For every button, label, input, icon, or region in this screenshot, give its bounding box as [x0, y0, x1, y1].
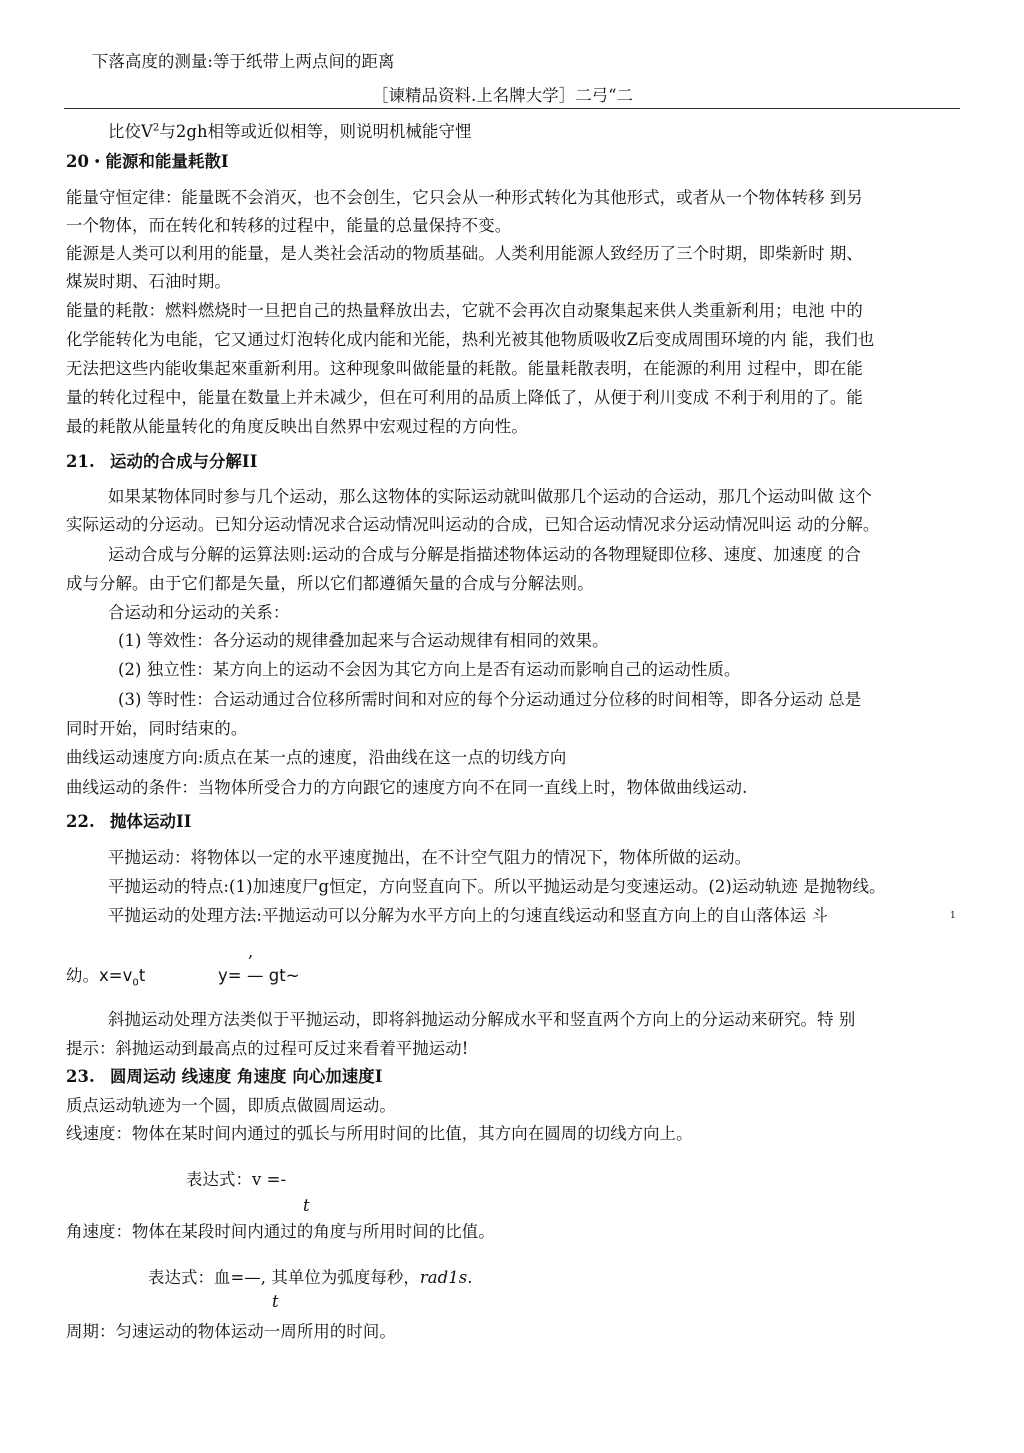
comparison-line — [108, 122, 472, 142]
formula-line — [66, 966, 145, 993]
list-item: (2) 独立性：某方向上的运动不会因为其它方向上是否有运动而影响自己的运动性质。 — [118, 660, 741, 679]
paragraph-line: 最的耗散从能量转化的角度反映出自然界中宏观过程的方向性。 — [66, 417, 528, 436]
formula-x: 幼。x=v — [66, 966, 133, 985]
paragraph-line: 曲线运动的条件：当物体所受合力的方向跟它的速度方向不在同一直线上时，物体做曲线运动. — [66, 778, 748, 797]
section-23-heading — [66, 1067, 383, 1087]
comparison-text-post: 与2gh相等或近似相等，则说明机械能守悝 — [159, 122, 472, 141]
paragraph-line: 周期：匀速运动的物体运动一周所用的时间。 — [66, 1322, 396, 1341]
paragraph-line: 线速度：物体在某时间内通过的弧长与所用时间的比值，其方向在圆周的切线方向上。 — [66, 1124, 693, 1143]
list-item-cont: 同时开始，同时结束的。 — [66, 719, 248, 738]
paragraph-line: 平抛运动：将物体以一定的水平速度抛出，在不计空气阻力的情况下，物体所做的运动。 — [108, 848, 752, 867]
paragraph-line: 成与分解。由于它们都是矢量，所以它们都遵循矢量的合成与分解法则。 — [66, 574, 594, 593]
paragraph-line: 运动合成与分解的运算法则:运动的合成与分解是指描述物体运动的各物理疑即位移、速度、加速度 的合 — [108, 545, 862, 564]
paragraph-line: 量的转化过程中，能量在数量上并未减少，但在可利用的品质上降低了，从便于利川变成 不利于利用的了。能 — [66, 388, 863, 407]
unit-text: rad1s. — [419, 1268, 473, 1287]
paragraph-line: 平抛运动的处理方法:平抛运动可以分解为水平方向上的匀速直线运动和竖直方向上的自山落体运 斗 — [108, 906, 829, 925]
section-23-title: 圆周运动 线速度 角速度 向心加速度I — [110, 1067, 383, 1086]
paragraph-line: 如果某物体同时参与几个运动，那么这物体的实际运动就叫做那几个运动的合运动，那几个运动叫做 这个 — [108, 487, 872, 506]
superscript-2: 2 — [152, 122, 160, 134]
formula-omega-text: 表达式：血=—, 其单位为弧度每秒， — [148, 1268, 420, 1287]
running-head: ［谏精品资料.上名牌大学］二弓“二 — [372, 86, 634, 105]
subscript-0: 0 — [132, 977, 139, 989]
section-number: 22. — [66, 812, 95, 831]
list-item: (3) 等时性：合运动通过合位移所需时间和对应的每个分运动通过分位移的时间相等，即各分运动 总是 — [118, 690, 862, 709]
section-21-heading — [66, 452, 257, 472]
paragraph-line: 平抛运动的特点:(1)加速度尸g恒定，方向竖直向下。所以平抛运动是匀变速运动。(2)运动轨迹 是抛物线。 — [108, 877, 886, 896]
formula-denominator: t — [303, 1196, 310, 1215]
paragraph-line: 化学能转化为电能，它又通过灯泡转化成内能和光能，热利光被其他物质吸收Z后变成周围环境的内 能，我们也 — [66, 330, 875, 349]
paragraph-line: 一个物体，而在转化和转移的过程中，能量的总量保持不变。 — [66, 216, 512, 235]
section-number: 21. — [66, 452, 95, 471]
formula-denominator: t — [272, 1292, 279, 1311]
paragraph-line: 无法把这些内能收集起來重新利用。这种现象叫做能量的耗散。能量耗散表明，在能源的利用 过程中，即在能 — [66, 359, 863, 378]
paragraph-line: 能源是人类可以利用的能量，是人类社会活动的物质基础。人类利用能源人致经历了三个时期，即柴新时 期、 — [66, 244, 863, 263]
section-22-title: 抛体运动II — [110, 812, 192, 831]
list-item: (1) 等效性：各分运动的规律叠加起来与合运动规律有相同的效果。 — [118, 631, 609, 650]
section-number: 23. — [66, 1067, 95, 1086]
paragraph-line: 角速度：物体在某段时间内通过的角度与所用时间的比值。 — [66, 1222, 495, 1241]
paragraph-line: 能量的耗散：燃料燃烧时一旦把自己的热量释放出去，它就不会再次自动聚集起来供人类重新利用；电池 中的 — [66, 301, 863, 320]
paragraph-line: 质点运动轨迹为一个圆，即质点做圆周运动。 — [66, 1096, 396, 1115]
header-rule — [64, 108, 960, 109]
formula-mark: , — [248, 942, 254, 961]
section-21-title: 运动的合成与分解II — [110, 452, 258, 471]
formula-y: y= — gt~ — [218, 966, 300, 985]
section-22-heading — [66, 812, 192, 832]
paragraph-line: 实际运动的分运动。已知分运动情况求合运动情况叫运动的合成，已知合运动情况求分运动情况叫运 动的分解。 — [66, 515, 880, 534]
formula-v: 表达式：v =- — [186, 1170, 287, 1189]
paragraph-line: 能量守恒定律：能量既不会消灭，也不会创生，它只会从一种形式转化为其他形式，或者从一个物体转移 到另 — [66, 188, 863, 207]
comparison-text-pre: 比佼V — [108, 122, 153, 141]
paragraph-line: 合运动和分运动的关系： — [108, 603, 290, 622]
footnote-mark: 1 — [950, 911, 956, 921]
top-line: 下落高度的测量:等于纸带上两点间的距离 — [92, 52, 395, 71]
paragraph-line: 煤炭时期、石油时期。 — [66, 272, 231, 291]
formula-omega — [148, 1268, 473, 1288]
paragraph-line: 提示：斜抛运动到最高点的过程可反过来看着平抛运动! — [66, 1039, 469, 1058]
paragraph-line: 斜抛运动处理方法类似于平抛运动，即将斜抛运动分解成水平和竖直两个方向上的分运动来研究。特 别 — [108, 1010, 856, 1029]
paragraph-line: 曲线运动速度方向:质点在某一点的速度，沿曲线在这一点的切线方向 — [66, 748, 567, 767]
formula-t: t — [138, 966, 146, 985]
section-20-title: 20・能源和能量耗散I — [66, 152, 229, 171]
